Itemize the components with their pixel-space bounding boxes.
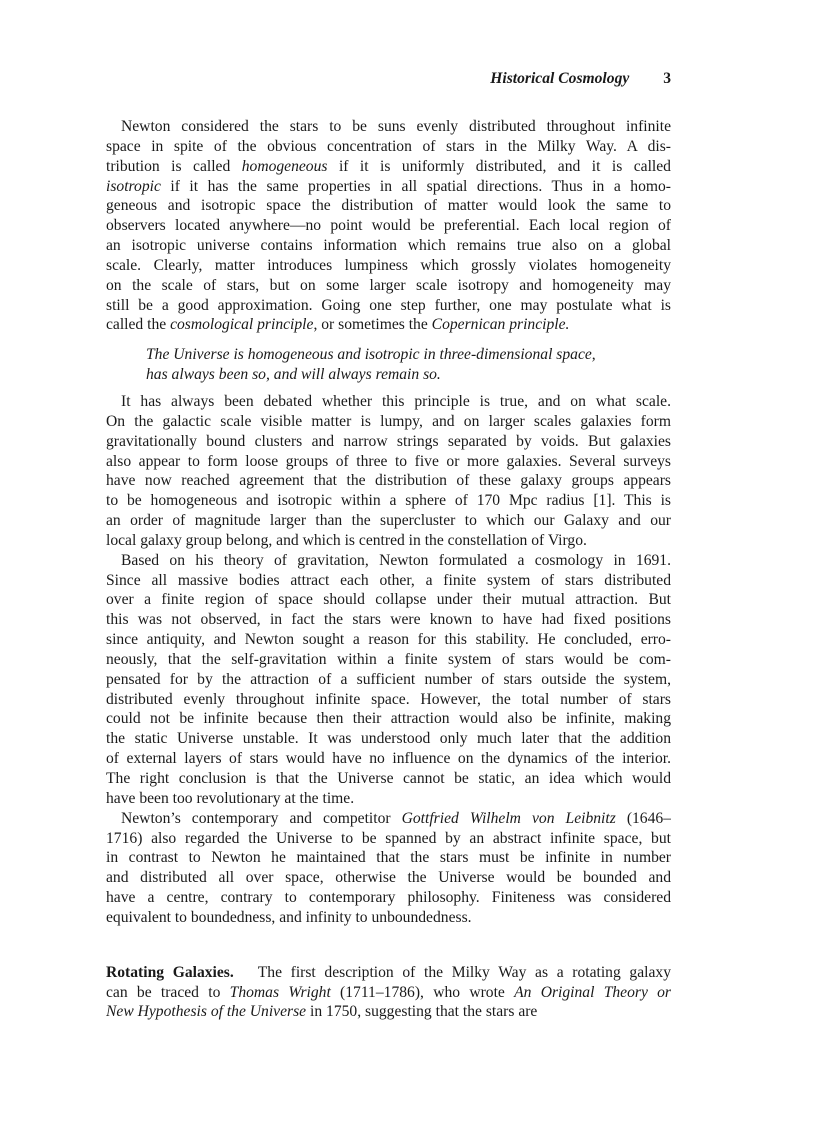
- text-run: equivalent to boundedness, and infinity to unboundedness.: [106, 908, 472, 926]
- text-line: [106, 511, 671, 531]
- text-run: of external layers of stars would have no influence on the dynamics of the interior.: [106, 750, 671, 768]
- text-line: [106, 216, 671, 236]
- text-run: (1711–1786), who wrote: [330, 983, 515, 1001]
- text-run: to be homogeneous and isotropic within a sphere of 170 Mpc radius [1]. This is: [106, 492, 671, 510]
- text-line: [106, 963, 671, 983]
- text-run: this was not observed, in fact the stars were known to have had fixed positions: [106, 611, 671, 629]
- text-line: [106, 491, 671, 511]
- text-line: [106, 809, 671, 829]
- italic-text: Copernican principle.: [431, 316, 570, 334]
- text-line: [146, 345, 671, 365]
- text-run: have been too revolutionary at the time.: [106, 789, 355, 807]
- text-line: [106, 531, 671, 551]
- italic-text: cosmological principle: [170, 316, 314, 334]
- text-run: Newton’s contemporary and competitor: [121, 809, 402, 827]
- text-line: [106, 157, 671, 177]
- text-run: and distributed all over space, otherwise the Universe would be bounded and: [106, 869, 671, 887]
- text-run: Based on his theory of gravitation, Newton formulated a cosmology in 1691.: [121, 551, 671, 569]
- text-line: [106, 432, 671, 452]
- text-run: On the galactic scale visible matter is lumpy, and on larger scales galaxies form: [106, 412, 671, 430]
- text-line: [106, 471, 671, 491]
- text-line: [106, 452, 671, 472]
- text-run: pensated for by the attraction of a sufficient number of stars outside the system,: [106, 670, 671, 688]
- text-line: [106, 610, 671, 630]
- quotation: [106, 345, 671, 385]
- italic-text: New Hypothesis of the Universe: [106, 1003, 307, 1021]
- text-run: if it is uniformly distributed, and it is called: [327, 157, 671, 175]
- text-run: The first description of the Milky Way as a rotating galaxy: [233, 963, 671, 981]
- text-run: distributed evenly throughout infinite space. However, the total number of stars: [106, 690, 671, 708]
- text-run: in contrast to Newton he maintained that the stars must be infinite in number: [106, 849, 671, 867]
- text-line: [106, 117, 671, 137]
- text-run: an isotropic universe contains information which remains true also on a global: [106, 237, 671, 255]
- text-line: [106, 1002, 671, 1022]
- paragraph: [106, 392, 671, 551]
- text-run: since antiquity, and Newton sought a reason for this stability. He concluded, erro-: [106, 631, 671, 649]
- text-line: [106, 551, 671, 571]
- body-text: [106, 117, 671, 1022]
- text-line: [106, 392, 671, 412]
- text-line: [106, 296, 671, 316]
- text-line: [106, 276, 671, 296]
- text-line: [106, 177, 671, 197]
- text-line: [106, 888, 671, 908]
- text-line: [106, 690, 671, 710]
- text-run: 1716) also regarded the Universe to be spanned by an abstract infinite space, but: [106, 829, 671, 847]
- section-heading: Rotating Galaxies.: [106, 963, 234, 981]
- text-run: space in spite of the obvious concentration of stars in the Milky Way. A dis-: [106, 137, 671, 155]
- running-header-title: Historical Cosmology: [490, 70, 630, 87]
- text-run: can be traced to: [106, 983, 230, 1001]
- text-line: [106, 571, 671, 591]
- italic-text: Thomas Wright: [229, 983, 331, 1001]
- text-run: have a centre, contrary to contemporary philosophy. Finiteness was considered: [106, 889, 671, 907]
- text-run: (1646–: [615, 809, 671, 827]
- text-line: [106, 769, 671, 789]
- text-line: [106, 412, 671, 432]
- text-line: [106, 789, 671, 809]
- text-line: [106, 590, 671, 610]
- text-run: Since all massive bodies attract each other, a finite system of stars distributed: [106, 571, 671, 589]
- text-line: [106, 908, 671, 928]
- text-run: It has always been debated whether this principle is true, and on what scale.: [121, 392, 671, 410]
- text-line: [106, 729, 671, 749]
- text-run: observers located anywhere—no point would be preferential. Each local region of: [106, 217, 671, 235]
- page-number: 3: [663, 70, 671, 87]
- text-run: Newton considered the stars to be suns evenly distributed throughout infinite: [121, 118, 671, 135]
- section-paragraph: [106, 963, 671, 1023]
- text-run: over a finite region of space should collapse under their mutual attraction. But: [106, 591, 671, 609]
- italic-text: isotropic: [106, 177, 161, 195]
- text-run: also appear to form loose groups of three to five or more galaxies. Several surveys: [106, 452, 671, 470]
- text-line: [106, 315, 671, 335]
- text-line: [106, 196, 671, 216]
- text-run: , or sometimes the: [313, 316, 432, 334]
- text-run: could not be infinite because then their attraction would also be infinite, making: [106, 710, 671, 728]
- text-run: still be a good approximation. Going one step further, one may postulate what is: [106, 296, 671, 314]
- text-run: called the: [106, 316, 171, 334]
- text-line: [146, 365, 671, 385]
- paragraph: [106, 809, 671, 928]
- text-line: [106, 137, 671, 157]
- text-run: The right conclusion is that the Universe cannot be static, an idea which would: [106, 770, 671, 787]
- text-line: [106, 829, 671, 849]
- text-run: on the scale of stars, but on some larger scale isotropy and homogeneity may: [106, 276, 671, 294]
- text-run: neously, that the self-gravitation within a finite system of stars would be com-: [106, 650, 671, 668]
- text-run: in 1750, suggesting that the stars are: [306, 1003, 538, 1021]
- text-run: scale. Clearly, matter introduces lumpiness which grossly violates homogeneity: [106, 256, 671, 274]
- italic-text: homogeneous: [241, 157, 328, 175]
- text-run: geneous and isotropic space the distribution of matter would look the same to: [106, 197, 671, 215]
- text-run: local galaxy group belong, and which is centred in the constellation of Virgo.: [106, 531, 587, 549]
- text-line: [106, 670, 671, 690]
- text-line: [106, 650, 671, 670]
- text-run: if it has the same properties in all spatial directions. Thus in a homo-: [160, 177, 671, 195]
- text-run: tribution is called: [106, 157, 242, 175]
- text-line: [106, 236, 671, 256]
- text-run: the static Universe unstable. It was understood only much later that the addition: [106, 730, 671, 748]
- italic-text: has always been so, and will always remain so.: [146, 366, 441, 384]
- text-line: [106, 630, 671, 650]
- italic-text: An Original Theory or: [514, 983, 671, 1001]
- text-run: gravitationally bound clusters and narrow strings separated by voids. But galaxies: [106, 432, 671, 450]
- paragraph: [106, 117, 671, 335]
- text-line: [106, 709, 671, 729]
- text-line: [106, 868, 671, 888]
- text-run: have now reached agreement that the distribution of these galaxy groups appears: [106, 472, 671, 490]
- text-line: [106, 749, 671, 769]
- text-line: [106, 983, 671, 1003]
- text-line: [106, 256, 671, 276]
- paragraph: [106, 551, 671, 809]
- text-line: [106, 848, 671, 868]
- italic-text: The Universe is homogeneous and isotropic in three-dimensional space,: [146, 346, 596, 364]
- running-header: [106, 70, 671, 88]
- italic-text: Gottfried Wilhelm von Leibnitz: [401, 809, 616, 827]
- text-run: an order of magnitude larger than the supercluster to which our Galaxy and our: [106, 512, 671, 530]
